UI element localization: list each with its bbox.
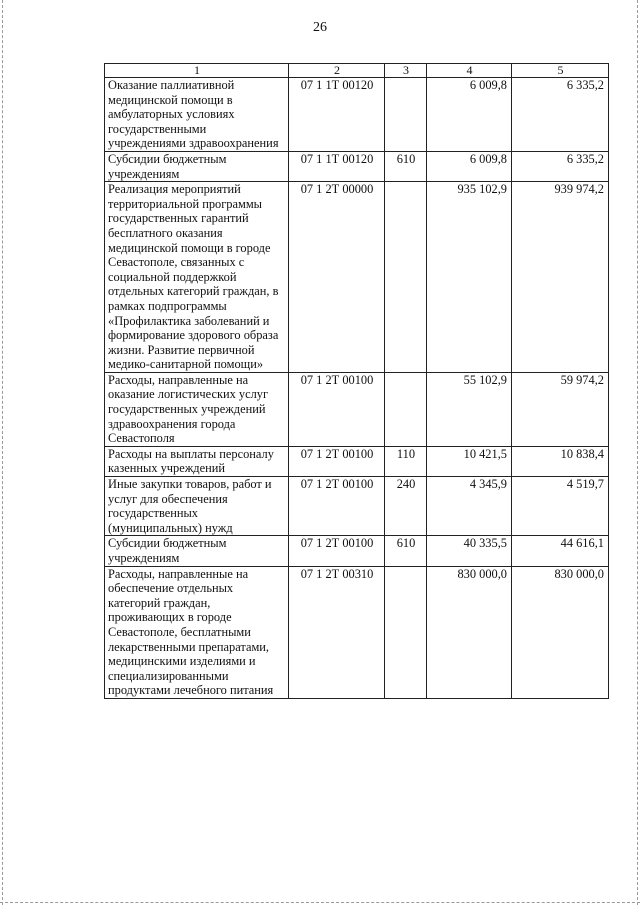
row-name: Расходы на выплаты персоналу казенных учреждений xyxy=(105,446,289,476)
row-value-year1: 6 009,8 xyxy=(427,78,512,152)
row-code: 07 1 1Т 00120 xyxy=(289,151,385,181)
row-name: Реализация мероприятий территориальной программы государственных гарантий бесплатного оказания медицинской помощи в городе Севастополе, связанных с социальной поддержкой отдельных категорий граждан, в рамках подпрограммы «Профилактика заболеваний и формирование здорового образа жизни. Развитие первичной медико-санитарной помощи» xyxy=(105,182,289,373)
column-header: 5 xyxy=(512,64,609,78)
column-header: 3 xyxy=(385,64,427,78)
row-expense-type: 240 xyxy=(385,477,427,536)
row-value-year2: 10 838,4 xyxy=(512,446,609,476)
row-expense-type xyxy=(385,78,427,152)
page-edge-bottom xyxy=(0,902,640,903)
budget-table xyxy=(104,63,609,699)
row-code: 07 1 2Т 00100 xyxy=(289,446,385,476)
row-code: 07 1 2Т 00100 xyxy=(289,372,385,446)
page-edge-right xyxy=(637,0,638,905)
column-header: 4 xyxy=(427,64,512,78)
row-value-year1: 10 421,5 xyxy=(427,446,512,476)
row-expense-type xyxy=(385,566,427,698)
table-row xyxy=(105,78,609,152)
row-name: Иные закупки товаров, работ и услуг для обеспечения государственных (муниципальных) нужд xyxy=(105,477,289,536)
row-value-year2: 830 000,0 xyxy=(512,566,609,698)
row-expense-type xyxy=(385,182,427,373)
row-value-year2: 59 974,2 xyxy=(512,372,609,446)
row-value-year1: 4 345,9 xyxy=(427,477,512,536)
row-code: 07 1 2Т 00100 xyxy=(289,477,385,536)
row-value-year2: 6 335,2 xyxy=(512,78,609,152)
page-number: 26 xyxy=(313,20,327,35)
row-value-year1: 40 335,5 xyxy=(427,536,512,566)
row-code: 07 1 2Т 00310 xyxy=(289,566,385,698)
row-value-year2: 44 616,1 xyxy=(512,536,609,566)
table-row xyxy=(105,536,609,566)
row-value-year2: 6 335,2 xyxy=(512,151,609,181)
row-value-year1: 830 000,0 xyxy=(427,566,512,698)
table-row xyxy=(105,182,609,373)
row-expense-type: 110 xyxy=(385,446,427,476)
row-name: Расходы, направленные на обеспечение отдельных категорий граждан, проживающих в городе Севастополе, бесплатными лекарственными препаратами, медицинскими изделиями и специализированными продуктами лечебного питания xyxy=(105,566,289,698)
page-edge-left xyxy=(2,0,3,905)
row-name: Расходы, направленные на оказание логистических услуг государственных учреждений здравоохранения города Севастополя xyxy=(105,372,289,446)
column-header: 1 xyxy=(105,64,289,78)
row-value-year1: 55 102,9 xyxy=(427,372,512,446)
table-row xyxy=(105,372,609,446)
row-expense-type: 610 xyxy=(385,536,427,566)
table-row xyxy=(105,446,609,476)
row-code: 07 1 1Т 00120 xyxy=(289,78,385,152)
row-value-year2: 4 519,7 xyxy=(512,477,609,536)
row-value-year1: 6 009,8 xyxy=(427,151,512,181)
row-value-year2: 939 974,2 xyxy=(512,182,609,373)
table-row xyxy=(105,566,609,698)
row-code: 07 1 2Т 00000 xyxy=(289,182,385,373)
row-code: 07 1 2Т 00100 xyxy=(289,536,385,566)
row-expense-type: 610 xyxy=(385,151,427,181)
table-row xyxy=(105,477,609,536)
row-expense-type xyxy=(385,372,427,446)
row-name: Субсидии бюджетным учреждениям xyxy=(105,536,289,566)
column-header: 2 xyxy=(289,64,385,78)
table-row xyxy=(105,151,609,181)
table-header-row xyxy=(105,64,609,78)
row-value-year1: 935 102,9 xyxy=(427,182,512,373)
row-name: Оказание паллиативной медицинской помощи в амбулаторных условиях государственными учреждениями здравоохранения xyxy=(105,78,289,152)
row-name: Субсидии бюджетным учреждениям xyxy=(105,151,289,181)
